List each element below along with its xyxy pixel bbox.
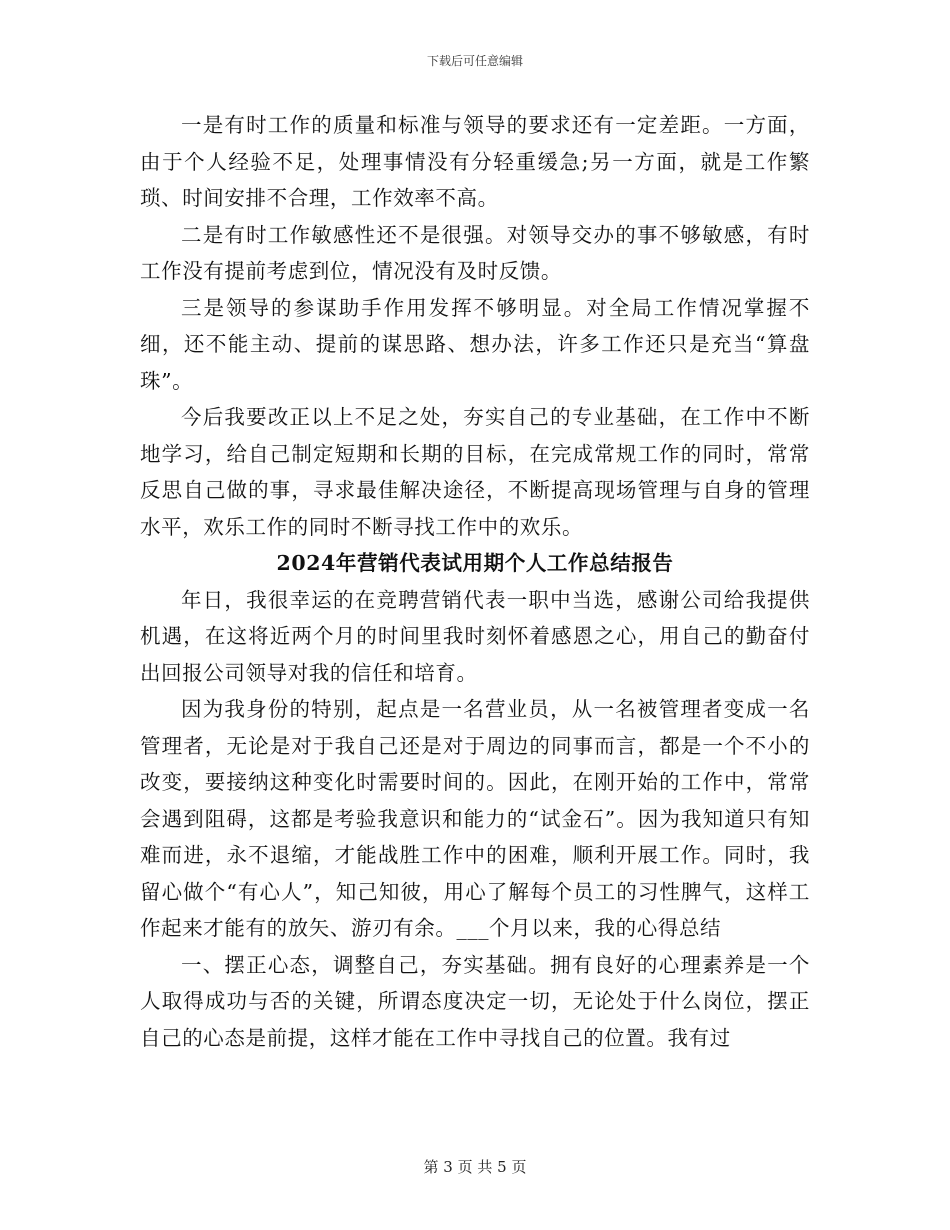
paragraph-3: 三是领导的参谋助手作用发挥不够明显。对全局工作情况掌握不细，还不能主动、提前的谋思路、想办法，许多工作还只是充当“算盘珠”。 [140, 295, 810, 393]
paragraph-7: 一、摆正心态，调整自己，夯实基础。拥有良好的心理素养是一个人取得成功与否的关键，所谓态度决定一切，无论处于什么岗位，摆正自己的心态是前提，这样才能在工作中寻找自己的位置。我有过 [140, 952, 810, 1050]
page-header: 下载后可任意编辑 [426, 54, 523, 68]
paragraph-1: 一是有时工作的质量和标准与领导的要求还有一定差距。一方面，由于个人经验不足，处理事情没有分轻重缓急;另一方面，就是工作繁琐、时间安排不合理，工作效率不高。 [140, 113, 810, 210]
paragraph-5: 年日，我很幸运的在竞聘营销代表一职中当选，感谢公司给我提供机遇，在这将近两个月的时间里我时刻怀着感恩之心，用自己的勤奋付出回报公司领导对我的信任和培育。 [140, 587, 810, 685]
paragraph-6: 因为我身份的特别，起点是一名营业员，从一名被管理者变成一名管理者，无论是对于我自己还是对于周边的同事而言，都是一个不小的改变，要接纳这种变化时需要时间的。因此，在刚开始的工作中，常常会遇到阻碍，这都是考验我意识和能力的“试金石”。因为我知道只有知难而进，永不退缩，才能战胜工作中的困难，顺利开展工作。同时，我留心做个“有心人”，知己知彼，用心了解每个员工的习性脾气，这样工作起来才能有的放矢、游刃有余。___个月以来，我的心得总结 [140, 697, 810, 940]
page-footer: 第 3 页 共 5 页 [423, 1158, 527, 1176]
paragraph-2: 二是有时工作敏感性还不是很强。对领导交办的事不够敏感，有时工作没有提前考虑到位，情况没有及时反馈。 [140, 222, 810, 283]
document-body [140, 107, 810, 1056]
paragraph-4: 今后我要改正以上不足之处，夯实自己的专业基础，在工作中不断地学习，给自己制定短期和长期的目标，在完成常规工作的同时，常常反思自己做的事，寻求最佳解决途径，不断提高现场管理与自身的管理水平，欢乐工作的同时不断寻找工作中的欢乐。 [140, 405, 810, 539]
section-title: 2024年营销代表试用期个人工作总结报告 [276, 551, 674, 575]
